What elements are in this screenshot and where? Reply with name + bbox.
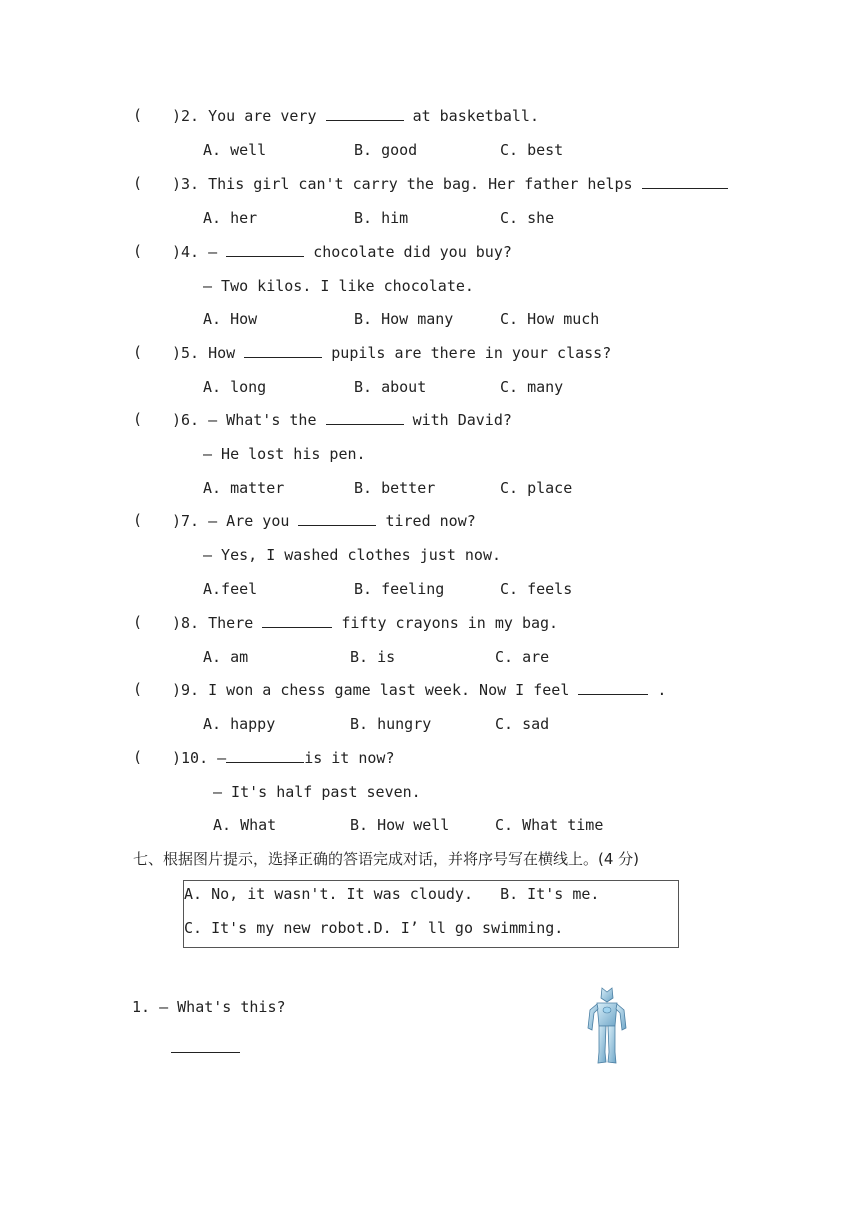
- question-8: [172, 613, 558, 633]
- question-5: [172, 343, 611, 363]
- answer-paren: (: [133, 242, 143, 260]
- question-stem: There: [208, 614, 254, 632]
- reply-line: — Yes, I washed clothes just now.: [203, 546, 502, 564]
- answer-blank[interactable]: [326, 106, 404, 121]
- option-b: B. feeling: [354, 580, 445, 598]
- reply-line: — He lost his pen.: [203, 445, 366, 463]
- reply-line: — Two kilos. I like chocolate.: [203, 277, 474, 295]
- answer-blank[interactable]: [262, 613, 332, 628]
- question-number: )7.: [172, 512, 200, 530]
- option-a: A. happy: [203, 715, 276, 733]
- question-number: )9.: [172, 681, 200, 699]
- option-c: C. How much: [500, 310, 600, 328]
- question-stem: This girl can't carry the bag. Her father helps: [208, 175, 633, 193]
- question-stem-end: .: [657, 681, 667, 699]
- option-a: A. matter: [203, 479, 285, 497]
- answer-blank[interactable]: [244, 343, 322, 358]
- answer-blank[interactable]: [326, 410, 404, 425]
- choices-line-2: C. It's my new robot.D. I’ ll go swimming.: [184, 919, 564, 937]
- reply-line: — It's half past seven.: [213, 783, 421, 801]
- question-stem-end: tired now?: [385, 512, 476, 530]
- option-c: C. best: [500, 141, 564, 159]
- option-b: B. better: [354, 479, 436, 497]
- question-stem-end: fifty crayons in my bag.: [341, 614, 559, 632]
- question-stem: How: [208, 344, 236, 362]
- question-stem: You are very: [208, 107, 317, 125]
- answer-paren: (: [133, 343, 143, 361]
- option-a: A. am: [203, 648, 249, 666]
- answer-blank[interactable]: [226, 242, 304, 257]
- question-number: )4.: [172, 243, 200, 261]
- question-stem: — Are you: [208, 512, 290, 530]
- question-number: )5.: [172, 344, 200, 362]
- choices-line-1: A. No, it wasn't. It was cloudy. B. It's me.: [184, 885, 600, 903]
- dialogue-question-1: 1. — What's this?: [132, 998, 286, 1016]
- option-c: C. sad: [495, 715, 550, 733]
- option-a: A. her: [203, 209, 258, 227]
- answer-paren: (: [133, 613, 143, 631]
- option-a: A. long: [203, 378, 267, 396]
- option-b: B. How many: [354, 310, 454, 328]
- option-c: C. she: [500, 209, 555, 227]
- question-stem-end: is it now?: [304, 749, 395, 767]
- question-10: [172, 748, 395, 768]
- answer-blank[interactable]: [171, 1038, 240, 1053]
- option-c: C. What time: [495, 816, 604, 834]
- question-stem: —: [208, 243, 227, 261]
- answer-choices-box: [183, 880, 679, 948]
- option-b: B. How well: [350, 816, 450, 834]
- option-b: B. good: [354, 141, 418, 159]
- answer-blank[interactable]: [578, 680, 648, 695]
- answer-blank[interactable]: [226, 748, 304, 763]
- robot-figure-icon: [584, 986, 630, 1066]
- question-7: [172, 511, 476, 531]
- option-c: C. feels: [500, 580, 573, 598]
- answer-blank[interactable]: [298, 511, 376, 526]
- option-b: B. about: [354, 378, 427, 396]
- option-a: A.feel: [203, 580, 258, 598]
- option-a: A. well: [203, 141, 267, 159]
- question-9: [172, 680, 666, 700]
- question-number: )10.: [172, 749, 209, 767]
- option-c: C. place: [500, 479, 573, 497]
- question-number: )6.: [172, 411, 200, 429]
- question-4: [172, 242, 512, 262]
- option-c: C. are: [495, 648, 550, 666]
- question-stem-end: with David?: [412, 411, 512, 429]
- option-a: A. What: [213, 816, 277, 834]
- option-c: C. many: [500, 378, 564, 396]
- section-title: 七、根据图片提示，选择正确的答语完成对话，并将序号写在横线上。(4 分): [133, 850, 640, 868]
- question-stem: — What's the: [208, 411, 317, 429]
- option-b: B. hungry: [350, 715, 432, 733]
- question-stem: I won a chess game last week. Now I feel: [208, 681, 570, 699]
- answer-paren: (: [133, 511, 143, 529]
- answer-paren: (: [133, 106, 143, 124]
- question-6: [172, 410, 512, 430]
- question-3: [172, 174, 728, 194]
- question-stem-end: pupils are there in your class?: [331, 344, 612, 362]
- answer-blank[interactable]: [642, 174, 728, 189]
- option-b: B. is: [350, 648, 396, 666]
- question-stem: —: [217, 749, 227, 767]
- question-number: )3.: [172, 175, 200, 193]
- question-number: )8.: [172, 614, 200, 632]
- answer-paren: (: [133, 174, 143, 192]
- answer-paren: (: [133, 410, 143, 428]
- answer-paren: (: [133, 680, 143, 698]
- question-2: [172, 106, 539, 126]
- option-b: B. him: [354, 209, 409, 227]
- question-number: )2.: [172, 107, 200, 125]
- question-stem-end: chocolate did you buy?: [313, 243, 512, 261]
- answer-paren: (: [133, 748, 143, 766]
- option-a: A. How: [203, 310, 258, 328]
- question-stem-end: at basketball.: [412, 107, 539, 125]
